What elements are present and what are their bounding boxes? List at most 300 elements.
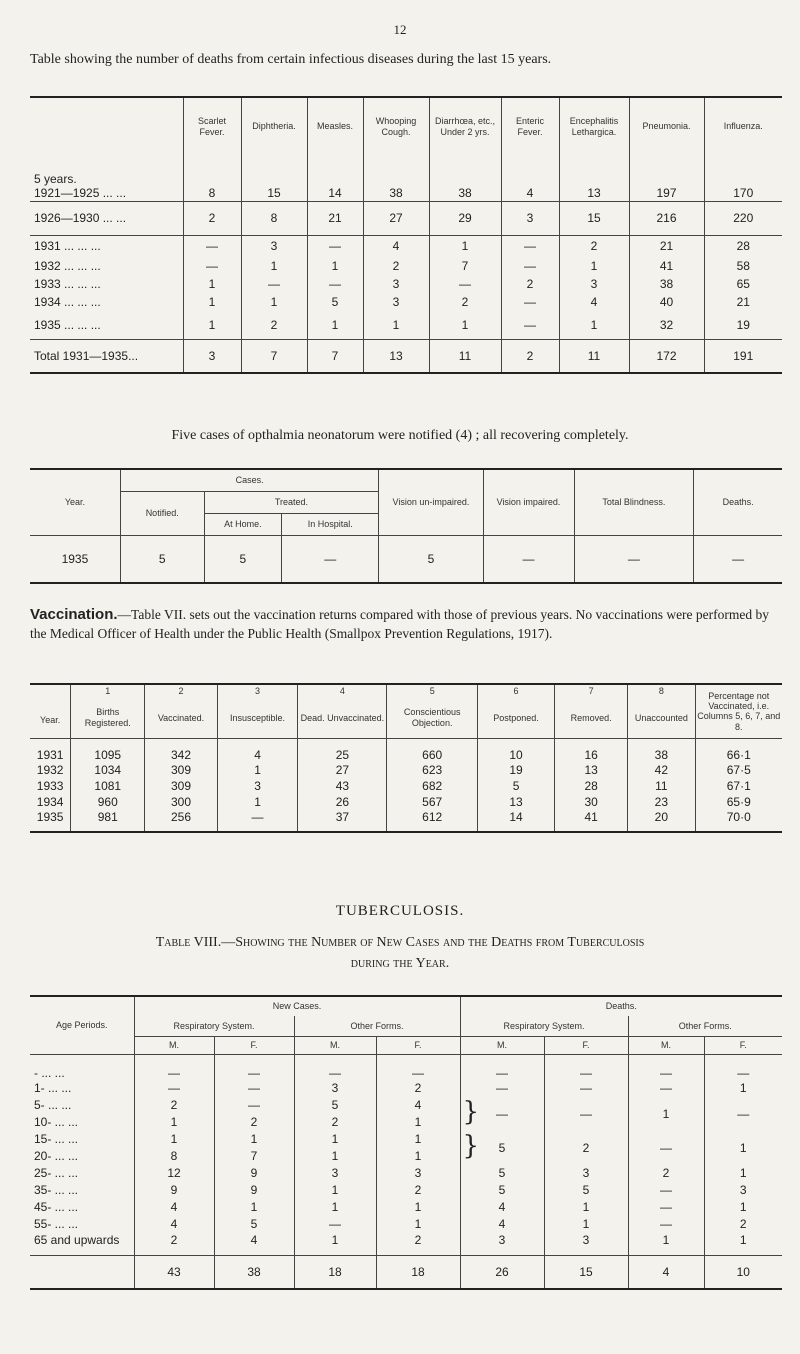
cell: 7 [241, 339, 307, 373]
cell: 1 [376, 1216, 460, 1233]
cell: 65 [704, 275, 782, 293]
cell: 2 [134, 1097, 214, 1114]
cell: 1 [241, 293, 307, 311]
cell: — [704, 1097, 782, 1131]
resp-header: Respiratory System. [134, 1016, 294, 1036]
cell: — [429, 275, 501, 293]
table-row [30, 235, 782, 257]
cell: 28 [555, 778, 628, 794]
year-header: Year. [64, 497, 86, 508]
cell: 612 [387, 810, 478, 832]
cell: 256 [145, 810, 217, 832]
cell: — [628, 1054, 704, 1080]
cell: 4 [460, 1216, 544, 1233]
cell: 170 [704, 155, 782, 201]
cell: 981 [71, 810, 145, 832]
blindness-header: Total Blindness. [574, 469, 694, 535]
cell: 220 [704, 201, 782, 235]
m-header: M. [134, 1036, 214, 1054]
cell: 5 [460, 1165, 544, 1182]
header-cell: Whooping Cough. [363, 97, 429, 155]
cell: 4 [628, 1255, 704, 1289]
col-number: 4 [298, 684, 387, 698]
cell: 4 [363, 235, 429, 257]
cell-value: 5 [498, 1140, 506, 1155]
table-row [30, 201, 782, 235]
row-label: 10- ... ... [34, 1115, 79, 1130]
table-row [30, 1216, 782, 1233]
other-header: Other Forms. [294, 1016, 460, 1036]
cell: 3 [241, 235, 307, 257]
header-cell: Removed. [555, 698, 628, 738]
col-number: 8 [628, 684, 695, 698]
page-number: 12 [393, 22, 407, 37]
cell: 43 [134, 1255, 214, 1289]
table-row [30, 778, 782, 794]
cell: 70·0 [695, 810, 782, 832]
cell: 4 [460, 1199, 544, 1216]
cell: 9 [214, 1182, 294, 1199]
cell: 1934 [36, 794, 64, 809]
cell: 7 [214, 1148, 294, 1165]
cell: — [376, 1054, 460, 1080]
cell: 567 [387, 794, 478, 810]
table-row [30, 311, 782, 339]
cell: 1935 [36, 810, 64, 824]
other-header: Other Forms. [628, 1016, 782, 1036]
cell: — [282, 535, 379, 583]
cell: — [501, 257, 559, 275]
deaths-header: Deaths. [460, 996, 782, 1016]
cell: 37 [298, 810, 387, 832]
cell: — [628, 1080, 704, 1097]
cell: 15 [241, 155, 307, 201]
cell: 25 [298, 738, 387, 762]
cell: — [214, 1054, 294, 1080]
table-row [30, 1182, 782, 1199]
cell: 1933 [36, 778, 64, 793]
cell: 16 [555, 738, 628, 762]
cell: 1 [376, 1131, 460, 1148]
cell: 9 [214, 1165, 294, 1182]
cell: 67·5 [695, 762, 782, 778]
col-number: 6 [477, 684, 554, 698]
vaccination-paragraph [30, 605, 770, 642]
row-label: 1932 ... ... ... [34, 258, 101, 273]
cell: 1 [241, 257, 307, 275]
cell: 1 [429, 235, 501, 257]
cell: 4 [376, 1097, 460, 1114]
cell: 1 [134, 1114, 214, 1131]
cell: 9 [134, 1182, 214, 1199]
cell: — [214, 1097, 294, 1114]
row-label: 1931 ... ... ... [34, 239, 101, 254]
cell: 1 [704, 1199, 782, 1216]
cell: — [183, 257, 241, 275]
header-cell: Insusceptible. [217, 698, 298, 738]
cell: 1 [544, 1199, 628, 1216]
cell: 309 [145, 778, 217, 794]
cell: 5 [307, 293, 363, 311]
cell: — [501, 235, 559, 257]
header-cell: Diphtheria. [241, 97, 307, 155]
header-cell: Postponed. [477, 698, 554, 738]
row-label: 45- ... ... [34, 1200, 79, 1215]
cell: 3 [183, 339, 241, 373]
cell: 11 [429, 339, 501, 373]
cell: 1 [217, 762, 298, 778]
cell: 1 [704, 1233, 782, 1255]
cell: 4 [134, 1199, 214, 1216]
cell: 19 [477, 762, 554, 778]
cell: 5 [477, 778, 554, 794]
cell: 3 [217, 778, 298, 794]
header-cell: Scarlet Fever. [183, 97, 241, 155]
notified-header: Notified. [120, 491, 204, 535]
header-cell: Measles. [307, 97, 363, 155]
cell: 191 [704, 339, 782, 373]
cell: 66·1 [695, 738, 782, 762]
row-label: 15- ... ... [34, 1132, 79, 1147]
cell: 42 [628, 762, 695, 778]
new-cases-header: New Cases. [134, 996, 460, 1016]
table1-caption: Table showing the number of deaths from certain infectious diseases during the last 15 years. [30, 52, 552, 67]
cell: 3 [704, 1182, 782, 1199]
cell: 1 [214, 1199, 294, 1216]
cell: — [460, 1080, 544, 1097]
cell: 30 [555, 794, 628, 810]
cell: 1 [294, 1131, 376, 1148]
cell: — [217, 810, 298, 832]
cell: 1 [544, 1216, 628, 1233]
cell: — [294, 1216, 376, 1233]
cell: — [501, 293, 559, 311]
cell: — [307, 275, 363, 293]
cell: 1 [559, 257, 629, 275]
table-row [30, 293, 782, 311]
opthalmia-caption: Five cases of opthalmia neonatorum were notified (4) ; all recovering completely. [171, 428, 629, 443]
tb-subheading: Table VIII.—Showing the Number of New Cases and the Deaths from Tuberculosis [155, 935, 645, 950]
cell: 1935 [61, 551, 89, 566]
row-label: 1926—1930 ... ... [34, 210, 127, 225]
table-row [30, 1097, 782, 1114]
cell: 5 [460, 1182, 544, 1199]
cell: — [460, 1054, 544, 1080]
cell: 28 [704, 235, 782, 257]
cases-header: Cases. [120, 469, 379, 491]
cell: 27 [363, 201, 429, 235]
cell: 13 [363, 339, 429, 373]
cell: 41 [629, 257, 704, 275]
cell: 3 [544, 1233, 628, 1255]
cell: 1 [307, 311, 363, 339]
col-number: 1 [71, 684, 145, 698]
table-row [30, 1165, 782, 1182]
cell: 1 [376, 1148, 460, 1165]
cell: 7 [429, 257, 501, 275]
cell: 1 [294, 1233, 376, 1255]
table-row [30, 1054, 782, 1080]
col-number: 7 [555, 684, 628, 698]
cell [30, 1255, 134, 1289]
m-header: M. [628, 1036, 704, 1054]
treated-header: Treated. [204, 491, 379, 513]
percent-header: Percentage not Vaccinated, i.e. Columns 5, 6, 7, and 8. [695, 684, 782, 738]
cell: — [544, 1054, 628, 1080]
cell: 2 [294, 1114, 376, 1131]
cell: 26 [460, 1255, 544, 1289]
cell: 2 [628, 1165, 704, 1182]
cell: 40 [629, 293, 704, 311]
header-cell: Conscientious Objection. [387, 698, 478, 738]
cell: — [628, 1199, 704, 1216]
row-label: 65 and upwards [34, 1233, 120, 1247]
row-label [30, 155, 183, 201]
cell: 3 [501, 201, 559, 235]
cell: 3 [294, 1080, 376, 1097]
cell: 5 [294, 1097, 376, 1114]
cell: 1 [294, 1148, 376, 1165]
cell: 5 [120, 535, 204, 583]
cell: — [544, 1097, 628, 1131]
cell: 2 [376, 1080, 460, 1097]
cell: 2 [559, 235, 629, 257]
cell: 5 [204, 535, 282, 583]
cell: 13 [477, 794, 554, 810]
row-label: 1934 ... ... ... [34, 294, 101, 309]
cell: 20 [628, 810, 695, 832]
cell: 58 [704, 257, 782, 275]
table-row [30, 257, 782, 275]
cell: 216 [629, 201, 704, 235]
cell: 8 [241, 201, 307, 235]
cell [460, 1131, 544, 1165]
cell: 15 [559, 201, 629, 235]
cell: 11 [559, 339, 629, 373]
brace-mark: } [462, 1097, 480, 1127]
row-label: 1933 ... ... ... [34, 276, 101, 291]
cell: 7 [307, 339, 363, 373]
cell: 12 [134, 1165, 214, 1182]
cell: — [628, 1182, 704, 1199]
cell: 1 [294, 1199, 376, 1216]
cell: 5 [544, 1182, 628, 1199]
cell: — [241, 275, 307, 293]
cell: 11 [628, 778, 695, 794]
cell: 1 [376, 1199, 460, 1216]
cell: 2 [544, 1131, 628, 1165]
cell: 14 [477, 810, 554, 832]
age-header: Age Periods. [55, 1020, 108, 1031]
cell: 4 [134, 1216, 214, 1233]
cell: 19 [704, 311, 782, 339]
impaired-header: Vision impaired. [483, 469, 574, 535]
cell: 1 [628, 1233, 704, 1255]
brace-mark: } [462, 1131, 480, 1161]
cell: 2 [376, 1233, 460, 1255]
cell: 38 [429, 155, 501, 201]
header-cell: Vaccinated. [145, 698, 217, 738]
m-header: M. [294, 1036, 376, 1054]
cell: 8 [134, 1148, 214, 1165]
table-row [30, 1080, 782, 1097]
cell: 18 [376, 1255, 460, 1289]
tb-heading: TUBERCULOSIS. [335, 903, 465, 919]
table-row [30, 762, 782, 778]
cell: 2 [376, 1182, 460, 1199]
cell: 172 [629, 339, 704, 373]
cell: 1 [307, 257, 363, 275]
cell: 27 [298, 762, 387, 778]
cell: 13 [555, 762, 628, 778]
cell: 1 [183, 293, 241, 311]
f-header: F. [544, 1036, 628, 1054]
tb-subheading-2: during the Year. [350, 956, 450, 971]
cell: 21 [629, 235, 704, 257]
cell: — [574, 535, 694, 583]
cell: 32 [629, 311, 704, 339]
header-cell: Encephalitis Lethargica. [559, 97, 629, 155]
f-header: F. [704, 1036, 782, 1054]
cell-value: — [496, 1106, 508, 1121]
cell: 1 [628, 1097, 704, 1131]
cell: 1 [704, 1131, 782, 1165]
cell: 38 [214, 1255, 294, 1289]
cell: 960 [71, 794, 145, 810]
header-cell: Influenza. [704, 97, 782, 155]
year-header: Year. [40, 714, 61, 725]
cell: 1 [183, 311, 241, 339]
cell [460, 1097, 544, 1131]
totals-row [30, 1255, 782, 1289]
cell: 1 [363, 311, 429, 339]
cell: 1081 [71, 778, 145, 794]
cell: 21 [307, 201, 363, 235]
row-label: 55- ... ... [34, 1217, 79, 1232]
col-number: 5 [387, 684, 478, 698]
unimpaired-header: Vision un-impaired. [379, 469, 483, 535]
cell: 26 [298, 794, 387, 810]
cell: — [307, 235, 363, 257]
cell: — [704, 1054, 782, 1080]
header-cell: Births Registered. [71, 698, 145, 738]
cell: 3 [294, 1165, 376, 1182]
cell: 682 [387, 778, 478, 794]
cell: 342 [145, 738, 217, 762]
cell: 197 [629, 155, 704, 201]
row-label: 5- ... ... [34, 1098, 72, 1113]
cell: 1095 [71, 738, 145, 762]
col-number: 3 [217, 684, 298, 698]
cell: — [628, 1131, 704, 1165]
cell: 3 [559, 275, 629, 293]
cell: — [134, 1054, 214, 1080]
cell: — [214, 1080, 294, 1097]
f-header: F. [214, 1036, 294, 1054]
row-label: 1- ... ... [34, 1081, 72, 1096]
cell: 660 [387, 738, 478, 762]
header-cell: Diarrhœa, etc., Under 2 yrs. [429, 97, 501, 155]
cell: 65·9 [695, 794, 782, 810]
cell: 4 [559, 293, 629, 311]
cell: — [628, 1216, 704, 1233]
tuberculosis-table [30, 995, 782, 1290]
cell: 3 [363, 275, 429, 293]
cell: 3 [460, 1233, 544, 1255]
cell: 1 [429, 311, 501, 339]
table-row [30, 1199, 782, 1216]
cell: 10 [704, 1255, 782, 1289]
cell: 300 [145, 794, 217, 810]
row-label: Total 1931—1935... [34, 348, 139, 363]
hospital-header: In Hospital. [282, 513, 379, 535]
cell: 1034 [71, 762, 145, 778]
row-label: 20- ... ... [34, 1149, 79, 1164]
cell: 1 [559, 311, 629, 339]
cell: — [294, 1054, 376, 1080]
cell: — [183, 235, 241, 257]
cell: — [544, 1080, 628, 1097]
header-cell: Enteric Fever. [501, 97, 559, 155]
cell: 43 [298, 778, 387, 794]
f-header: F. [376, 1036, 460, 1054]
cell: — [134, 1080, 214, 1097]
cell: 5 [379, 535, 483, 583]
cell: 3 [376, 1165, 460, 1182]
cell: 1 [294, 1182, 376, 1199]
row-label: 1935 ... ... ... [34, 317, 101, 332]
cell: 21 [704, 293, 782, 311]
cell: 1931 [36, 747, 64, 762]
resp-header: Respiratory System. [460, 1016, 628, 1036]
cell: 2 [704, 1216, 782, 1233]
deaths-header: Deaths. [694, 469, 782, 535]
cell: 5 [214, 1216, 294, 1233]
cell: 3 [544, 1165, 628, 1182]
cell: 2 [183, 201, 241, 235]
row-label: - ... ... [34, 1065, 65, 1080]
cell: 67·1 [695, 778, 782, 794]
cell: 38 [629, 275, 704, 293]
cell: 8 [183, 155, 241, 201]
row-label-line: 5 years. [34, 171, 77, 186]
vaccination-title: Vaccination. [30, 606, 118, 623]
corner-cell [30, 97, 183, 155]
infectious-deaths-table [30, 96, 782, 374]
cell: 4 [217, 738, 298, 762]
cell: 2 [501, 275, 559, 293]
cell: 4 [501, 155, 559, 201]
cell: 309 [145, 762, 217, 778]
cell: 1 [704, 1165, 782, 1182]
vaccination-text: —Table VII. sets out the vaccination returns compared with those of previous years. No vaccinations were performed by the Medical Officer of Health under the Public Health (Smallpox Prevention Regulations, 1917). [30, 607, 770, 641]
cell: 1 [704, 1080, 782, 1097]
cell: 3 [363, 293, 429, 311]
cell: 623 [387, 762, 478, 778]
cell: — [483, 535, 574, 583]
cell: 2 [214, 1114, 294, 1131]
opthalmia-table [30, 468, 782, 584]
cell: 2 [241, 311, 307, 339]
header-cell: Dead. Unvaccinated. [298, 698, 387, 738]
cell: 41 [555, 810, 628, 832]
home-header: At Home. [204, 513, 282, 535]
cell: 1932 [36, 762, 64, 777]
table-row [30, 738, 782, 762]
cell: 38 [363, 155, 429, 201]
m-header: M. [460, 1036, 544, 1054]
cell: 1 [214, 1131, 294, 1148]
